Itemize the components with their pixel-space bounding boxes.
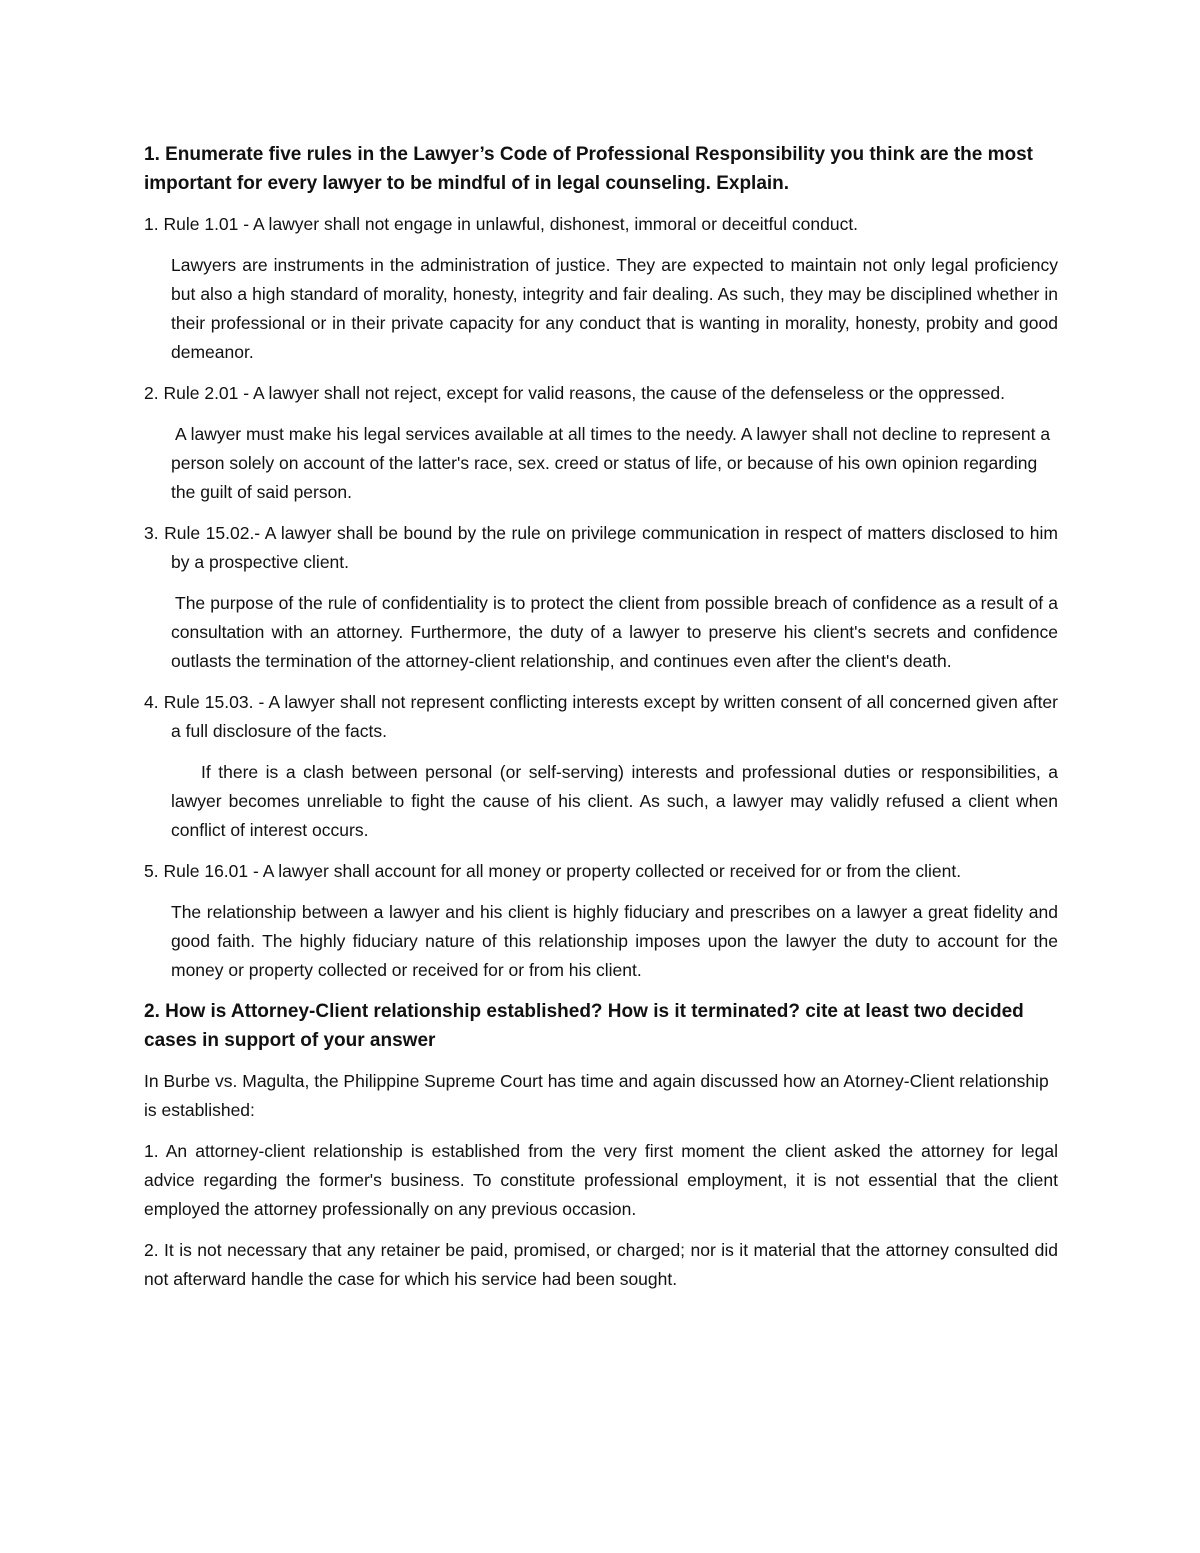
rule-number: 1. — [144, 214, 159, 234]
rule-text: Rule 15.02.- A lawyer shall be bound by the rule on privilege communication in respect of matters disclosed to him by a prospective client. — [164, 523, 1058, 572]
rule-text: Rule 16.01 - A lawyer shall account for all money or property collected or received for or from the client. — [163, 861, 962, 881]
rule-item — [144, 688, 1058, 746]
document-body — [144, 140, 1058, 1306]
question-2-intro: In Burbe vs. Magulta, the Philippine Supreme Court has time and again discussed how an Atorney-Client relationship is established: — [144, 1071, 1049, 1120]
rule-explanation — [171, 420, 1058, 507]
question-2-heading: 2. How is Attorney-Client relationship established? How is it terminated? cite at least two decided cases in support of your answer — [144, 1001, 1024, 1051]
rule-number: 3. — [144, 523, 159, 543]
rule-item — [144, 379, 1058, 408]
rule-explanation — [171, 758, 1058, 845]
rule-explanation: Lawyers are instruments in the administration of justice. They are expected to maintain not only legal proficiency but also a high standard of morality, honesty, integrity and fair dealing. As such, they may be disciplined whether in their professional or in their private capacity for any conduct that is wanting in morality, honesty, probity and good demeanor. — [171, 255, 1058, 362]
question-1-heading: 1. Enumerate five rules in the Lawyer’s Code of Professional Responsibility you think are the most important for every lawyer to be mindful of in legal counseling. Explain. — [144, 144, 1034, 194]
rule-text: Rule 1.01 - A lawyer shall not engage in unlawful, dishonest, immoral or deceitful conduct. — [163, 214, 859, 234]
rule-number: 5. — [144, 861, 159, 881]
rule-explanation — [171, 589, 1058, 676]
rule-number: 2. — [144, 383, 159, 403]
rule-item — [144, 210, 1058, 239]
rule-item — [144, 857, 1058, 886]
rule-explanation: The relationship between a lawyer and his client is highly fiduciary and prescribes on a lawyer a great fidelity and good faith. The highly fiduciary nature of this relationship imposes upon the lawyer the duty to account for the money or property collected or received for or from his client. — [171, 902, 1058, 980]
relationship-point — [144, 1137, 1058, 1224]
rule-explanation-text: The purpose of the rule of confidentiality is to protect the client from possible breach of confidence as a result of a consultation with an attorney. Furthermore, the duty of a lawyer to preserve his client's secrets and confidence outlasts the termination of the attorney-client relationship, and continues even after the client's death. — [171, 593, 1058, 671]
rule-explanation-text: If there is a clash between personal (or self-serving) interests and professional duties or responsibilities, a lawyer becomes unreliable to fight the cause of his client. As such, a lawyer may validly refused a client when conflict of interest occurs. — [171, 762, 1058, 840]
rule-number: 4. — [144, 692, 159, 712]
rule-text: Rule 2.01 - A lawyer shall not reject, except for valid reasons, the cause of the defenseless or the oppressed. — [163, 383, 1005, 403]
rule-text: Rule 15.03. - A lawyer shall not represent conflicting interests except by written consent of all concerned given after a full disclosure of the facts. — [163, 692, 1058, 741]
relationship-point: 2. It is not necessary that any retainer be paid, promised, or charged; nor is it material that the attorney consulted did not afterward handle the case for which his service had been sought. — [144, 1240, 1058, 1289]
rule-item — [144, 519, 1058, 577]
rule-explanation-text: A lawyer must make his legal services available at all times to the needy. A lawyer shall not decline to represent a person solely on account of the latter's race, sex. creed or status of life, or because of his own opinion regarding the guilt of said person. — [171, 424, 1051, 502]
relationship-point-text: 1. An attorney-client relationship is established from the very first moment the client asked the attorney for legal advice regarding the former's business. To constitute professional employment, it is not essential that the client employed the attorney professionally on any previous occasion. — [144, 1141, 1058, 1219]
